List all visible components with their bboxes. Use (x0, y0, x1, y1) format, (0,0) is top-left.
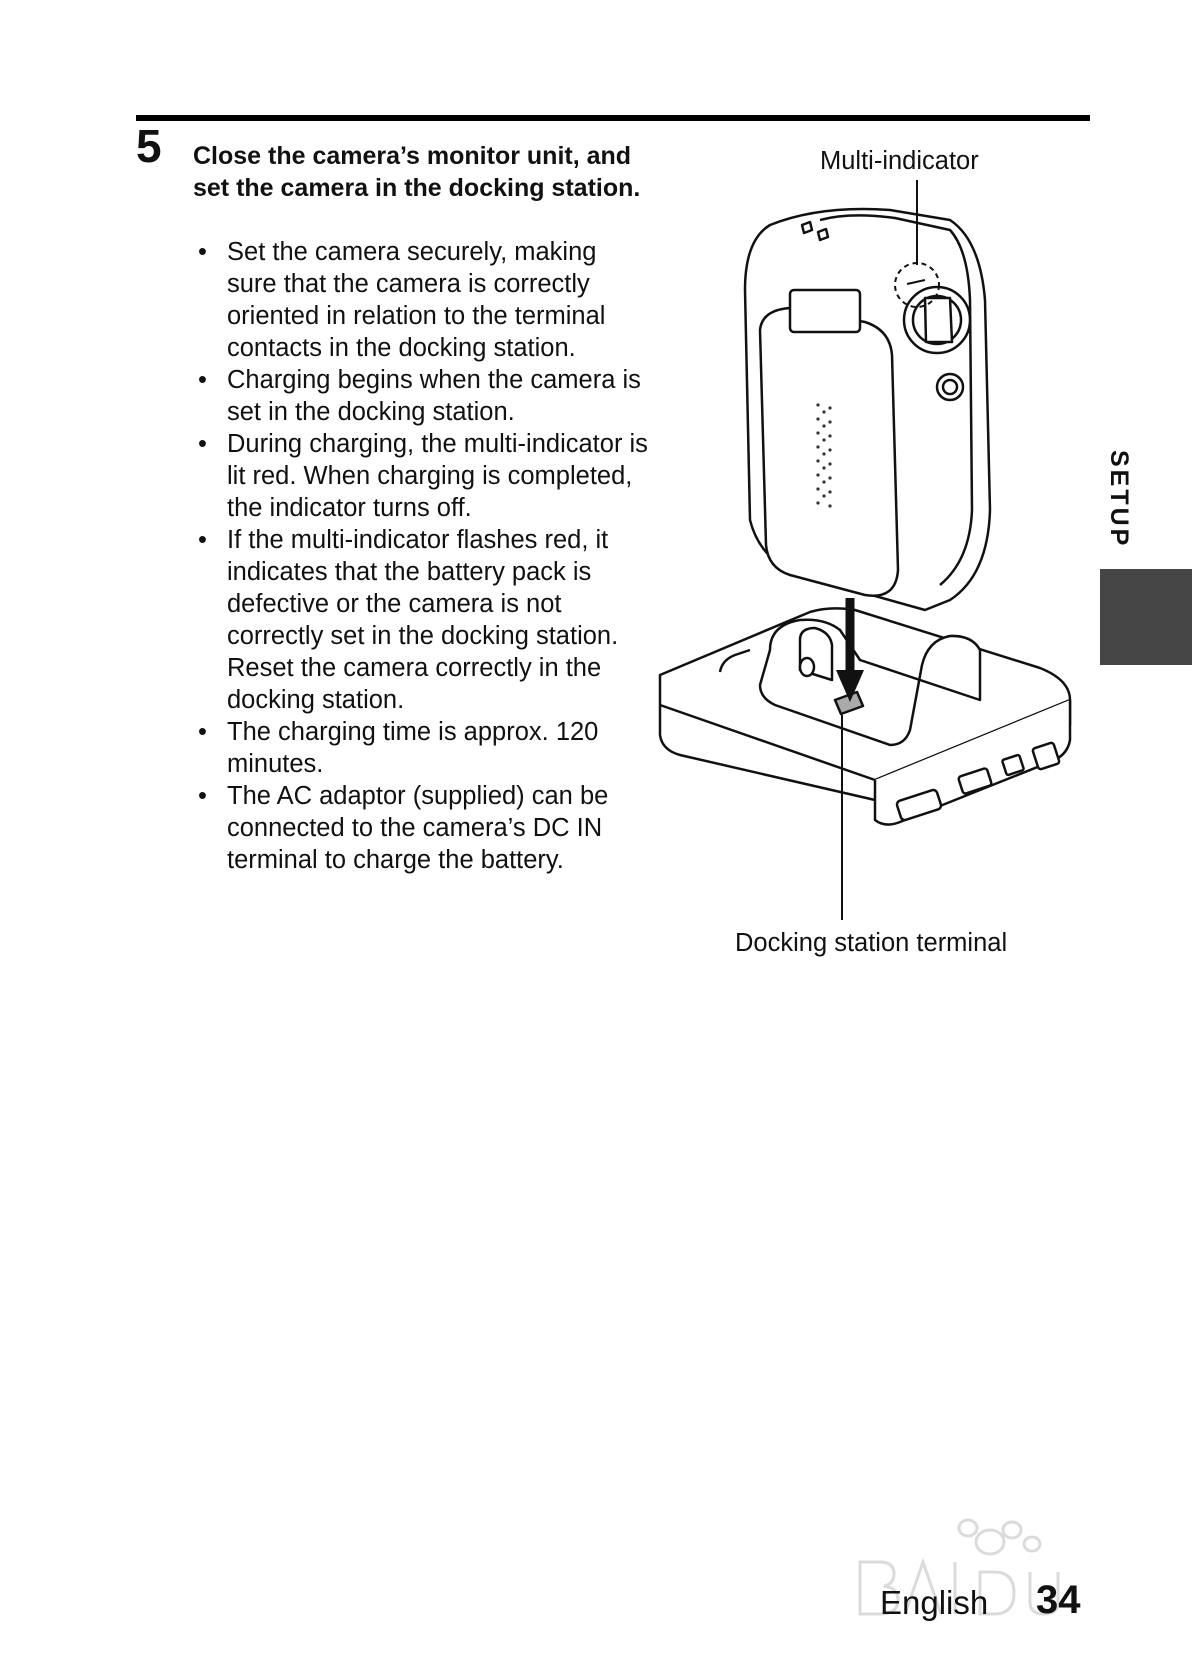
docking-station-illustration (660, 608, 1070, 824)
bullet-text: Charging begins when the camera is set in the docking station. (227, 366, 641, 426)
bullet-icon: • (198, 718, 207, 746)
list-item (193, 364, 653, 428)
section-tab-block (1100, 569, 1192, 665)
camera-docking-illustration (650, 180, 1090, 940)
list-item (193, 524, 653, 716)
list-item (193, 716, 653, 780)
step-heading: Close the camera’s monitor unit, and set the camera in the docking station. (193, 142, 641, 202)
bullet-icon: • (198, 366, 207, 394)
bullet-icon: • (198, 430, 207, 458)
multi-indicator-label: Multi-indicator (820, 147, 979, 175)
camera-illustration (745, 209, 990, 610)
bullet-text: During charging, the multi-indicator is lit red. When charging is completed, the indicator turns off. (227, 430, 648, 522)
step-number: 5 (136, 120, 162, 172)
bullet-icon: • (198, 238, 207, 266)
bullet-text: If the multi-indicator flashes red, it indicates that the battery pack is defective or the camera is not correctly set in the docking station. Reset the camera correctly in the docking station. (227, 526, 619, 714)
list-item (193, 428, 653, 524)
bullet-icon: • (198, 526, 207, 554)
bullet-icon: • (198, 782, 207, 810)
page-number: 34 (1036, 1578, 1081, 1622)
bullet-text: The charging time is approx. 120 minutes. (227, 718, 599, 778)
instruction-list (193, 236, 653, 876)
section-tab-label: SETUP (1105, 450, 1133, 549)
list-item (193, 236, 653, 364)
bullet-text: The AC adaptor (supplied) can be connected to the camera’s DC IN terminal to charge the battery. (227, 782, 609, 874)
bullet-text: Set the camera securely, making sure that the camera is correctly oriented in relation to the terminal contacts in the docking station. (227, 238, 606, 362)
docking-terminal-label: Docking station terminal (735, 929, 1008, 957)
list-item (193, 780, 653, 876)
top-rule (136, 115, 1090, 121)
footer-language: English (880, 1584, 989, 1621)
